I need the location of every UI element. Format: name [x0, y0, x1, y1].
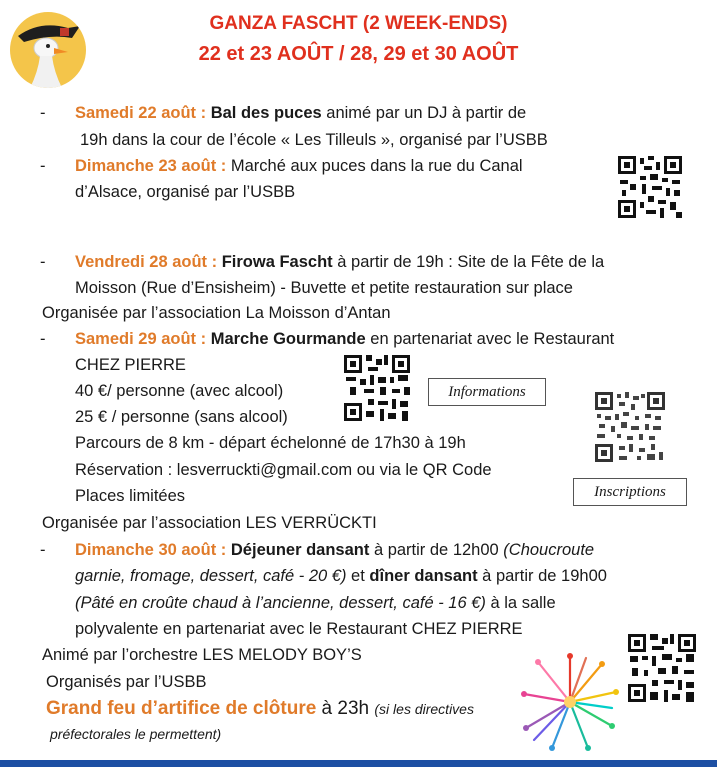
event-text: à partir de 19h00 [477, 567, 607, 585]
qr-code-dinner[interactable] [628, 634, 696, 702]
event-sat29-booking: Réservation : lesverruckti@gmail.com ou via le QR Code [75, 461, 492, 479]
event-sun30-org: Organisés par l’USBB [46, 673, 207, 691]
event-fri28-line1 [75, 250, 604, 274]
event-sat29-org: Organisée par l’association LES VERRÜCKTI [42, 514, 377, 532]
bullet-dash: - [40, 330, 46, 348]
bottom-bar [0, 760, 717, 767]
event-text: à partir de 19h : Site de la Fête de la [332, 253, 605, 271]
event-text: Marché aux puces dans la rue du Canal [226, 157, 523, 175]
informations-label: Informations [428, 378, 546, 406]
event-sat22-line2: 19h dans la cour de l’école « Les Tilleuls », organisé par l’USBB [80, 131, 548, 149]
event-sun23-line2: d’Alsace, organisé par l’USBB [75, 183, 296, 201]
event-sun23-line1 [75, 154, 523, 178]
event-sun30-line1 [75, 538, 594, 562]
event-sat29-route: Parcours de 8 km - départ échelonné de 17h30 à 19h [75, 434, 466, 452]
qr-code-inscriptions[interactable] [595, 392, 665, 462]
inscriptions-label: Inscriptions [573, 478, 687, 506]
event-day: Vendredi 28 août : [75, 253, 218, 271]
event-sun30-line2 [75, 564, 607, 588]
event-day: Dimanche 30 août : [75, 541, 227, 559]
fireworks-image [520, 652, 620, 752]
event-sun30-line4: polyvalente en partenariat avec le Restaurant CHEZ PIERRE [75, 620, 523, 638]
event-name: Bal des puces [210, 104, 322, 122]
event-name: Firowa Fascht [221, 253, 333, 271]
bullet-dash: - [40, 253, 46, 271]
event-name: Marche Gourmande [210, 330, 366, 348]
event-sat22-line1 [75, 101, 526, 125]
fireworks-time: à 23h [316, 698, 375, 719]
bullet-dash: - [40, 541, 46, 559]
event-sat29-line2: CHEZ PIERRE [75, 356, 186, 374]
event-sun30-line3 [75, 591, 556, 615]
bullet-dash: - [40, 104, 46, 122]
and-text: et [346, 567, 370, 585]
event-day: Samedi 29 août : [75, 330, 207, 348]
lunch-menu: (Choucroute [503, 541, 595, 559]
event-sat29-price2: 25 € / personne (sans alcool) [75, 408, 288, 426]
event-sun30-band: Animé par l’orchestre LES MELODY BOY’S [42, 646, 362, 664]
event-fri28-org: Organisée par l’association La Moisson d’Antan [42, 304, 391, 322]
qr-code-flea-market[interactable] [618, 156, 682, 218]
event-text: en partenariat avec le Restaurant [365, 330, 615, 348]
dinner-name: dîner dansant [369, 567, 478, 585]
fireworks-name: Grand feu d’artifice de clôture [46, 698, 317, 719]
dinner-menu: (Pâté en croûte chaud à l’ancienne, dessert, café - 16 €) [75, 594, 486, 612]
qr-code-informations[interactable] [344, 355, 410, 421]
lunch-name: Déjeuner dansant [230, 541, 370, 559]
event-sat29-limited: Places limitées [75, 487, 186, 505]
fireworks-line [46, 697, 474, 721]
event-text: animé par un DJ à partir de [321, 104, 527, 122]
fireworks-note: (si les directives [374, 701, 474, 717]
event-sat29-line1 [75, 327, 614, 351]
fireworks-note-cont: préfectorales le permettent) [50, 726, 222, 742]
event-day: Dimanche 23 août : [75, 157, 227, 175]
lunch-menu-cont: garnie, fromage, dessert, café - 20 €) [75, 567, 347, 585]
header-title: GANZA FASCHT (2 WEEK-ENDS) [209, 13, 508, 34]
event-text: à la salle [485, 594, 556, 612]
event-fri28-line2: Moisson (Rue d’Ensisheim) - Buvette et petite restauration sur place [75, 279, 573, 297]
event-text: à partir de 12h00 [369, 541, 504, 559]
header-dates: 22 et 23 AOÛT / 28, 29 et 30 AOÛT [198, 43, 519, 65]
event-day: Samedi 22 août : [75, 104, 207, 122]
bullet-dash: - [40, 157, 46, 175]
event-sat29-price1: 40 €/ personne (avec alcool) [75, 382, 284, 400]
